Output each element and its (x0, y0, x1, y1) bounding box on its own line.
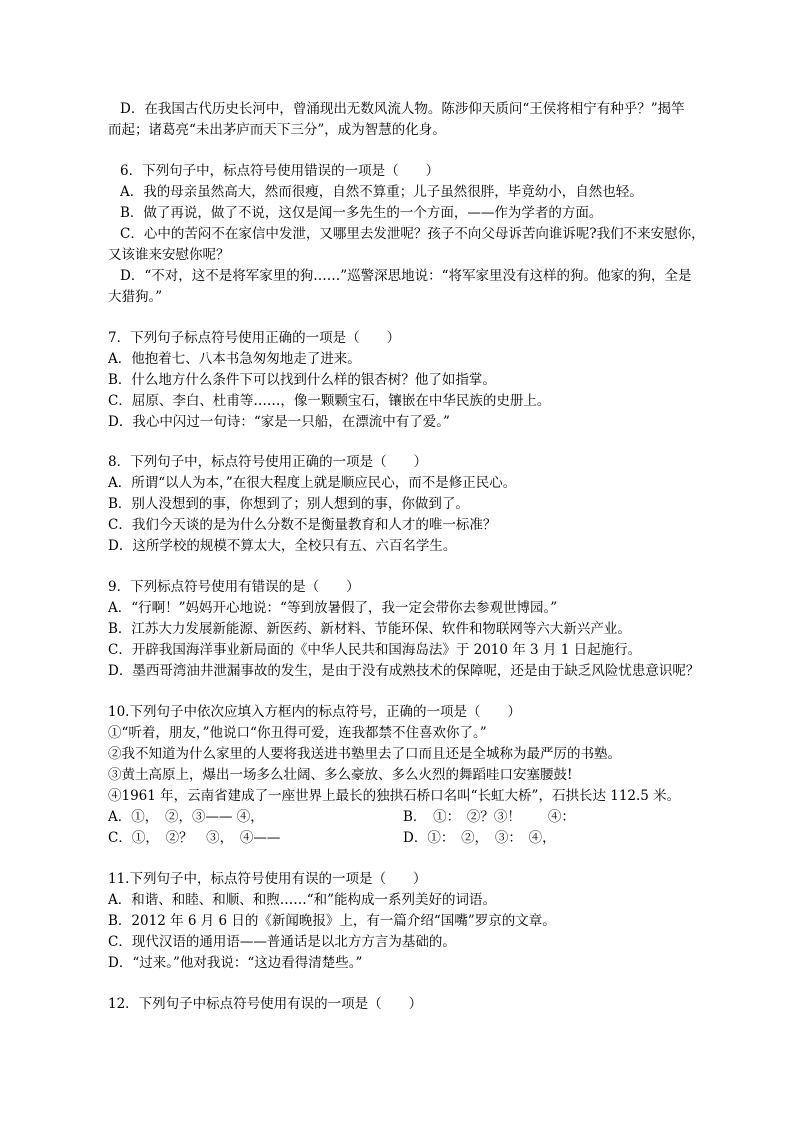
q8-option-d: D．这所学校的规模不算太大，全校只有五、六百名学生。 (108, 538, 457, 554)
q6-stem: 6．下列句子中，标点符号使用错误的一项是（ ） (120, 163, 440, 179)
q8-option-a: A．所谓“以人为本，”在很大程度上就是顺应民心，而不是修正民心。 (108, 475, 517, 491)
q11-option-a: A．和谐、和睦、和顺、和煦……“和”能构成一系列美好的词语。 (108, 892, 497, 908)
q11-option-c: C．现代汉语的通用语——普通话是以北方方言为基础的。 (108, 934, 456, 950)
q6-option-c-line2: 又该谁来安慰你呢？ (108, 247, 230, 263)
q9-option-d: D．墨西哥湾油井泄漏事故的发生，是由于没有成熟技术的保障呢，还是由于缺乏风险忧患意识呢？ (108, 663, 700, 679)
q6-option-a: A．我的母亲虽然高大，然而很瘦，自然不算重；儿子虽然很胖，毕竟幼小，自然也轻。 (120, 184, 643, 200)
q10-stem: 10.下列句子中依次应填入方框内的标点符号，正确的一项是（ ） (108, 704, 521, 720)
q8-stem: 8．下列句子中，标点符号使用正确的一项是（ ） (108, 454, 428, 470)
q8-option-b: B．别人没想到的事，你想到了；别人想到的事，你做到了。 (108, 496, 469, 512)
q6-option-c-line1: C．心中的苦闷不在家信中发泄，又哪里去发泄呢？孩子不向父母诉苦向谁诉呢?我们不来安慰你， (120, 226, 705, 242)
q10-sentence-4: ④1961 年，云南省建成了一座世界上最长的独拱石桥口名叫“长虹大桥”，石拱长达 112.5 米。 (108, 788, 681, 804)
q9-stem: 9．下列标点符号使用有错误的是（ ） (108, 579, 360, 595)
q10-option-d: D．①： ②， ③： ④， (403, 830, 556, 846)
q10-option-c: C．①， ②？ ③， ④—— (108, 830, 281, 846)
q9-option-a: A．“行啊！”妈妈开心地说：“等到放暑假了，我一定会带你去参观世博园。” (108, 600, 558, 616)
q10-sentence-3: ③黄土高原上，爆出一场多么壮阔、多么豪放、多么火烈的舞蹈哇口安塞腰鼓! (108, 767, 573, 783)
q9-option-b: B．江苏大力发展新能源、新医药、新材料、节能环保、软件和物联网等六大新兴产业。 (108, 621, 631, 637)
q10-options-row-2 (108, 828, 716, 848)
q7-option-b: B．什么地方什么条件下可以找到什么样的银杏树？他了如指掌。 (108, 372, 496, 388)
q10-options-row-1 (108, 807, 716, 827)
q11-stem: 11.下列句子中，标点符号使用有误的一项是（ ） (108, 871, 427, 887)
q10-sentence-2: ②我不知道为什么家里的人要将我送进书塾里去了口而且还是全城称为最严厉的书塾。 (108, 746, 621, 762)
q11-option-d: D．“过来。”他对我说：“这边看得清楚些。” (108, 955, 363, 971)
q10-option-b: B． ①： ②？③！ ④： (403, 809, 575, 825)
q11-option-b: B．2012 年 6 月 6 日的《新闻晚报》上，有一篇介绍“国嘴”罗京的文章。 (108, 913, 556, 929)
q7-option-d: D．我心中闪过一句诗：“家是一只船，在漂流中有了爱。” (108, 414, 450, 430)
q9-option-c: C．开辟我国海洋事业新局面的《中华人民共和国海岛法》于 2010 年 3 月 1 日起施行。 (108, 642, 642, 658)
q10-option-a: A．①， ②，③—— ④， (108, 809, 264, 825)
q6-option-b: B．做了再说，做了不说，这仅是闻一多先生的一个方面，——作为学者的方面。 (120, 205, 603, 221)
q5-option-d-line1: D．在我国古代历史长河中，曾涌现出无数风流人物。陈涉仰天质问“王侯将相宁有种乎？”揭竿 (120, 101, 685, 117)
q5-option-d-line2: 而起；诸葛亮“未出茅庐而天下三分”，成为智慧的化身。 (108, 122, 446, 138)
q7-stem: 7．下列句子标点符号使用正确的一项是（ ） (108, 330, 401, 346)
q8-option-c: C．我们今天谈的是为什么分数不是衡量教育和人才的唯一标准？ (108, 517, 497, 533)
q7-option-a: A．他抱着七、八本书急匆匆地走了进来。 (108, 351, 361, 367)
q6-option-d-line2: 大猎狗。” (108, 289, 163, 305)
q7-option-c: C．屈原、李白、杜甫等……，像一颗颗宝石，镶嵌在中华民族的史册上。 (108, 393, 551, 409)
q12-stem: 12．下列句子中标点符号使用有误的一项是（ ） (108, 996, 423, 1012)
q6-option-d-line1: D．“不对，这不是将军家里的狗……”巡警深思地说：“将军家里没有这样的狗。他家的狗，全是 (120, 268, 692, 284)
q10-sentence-1: ①“听着，朋友，”他说口“你丑得可爱，连我都禁不住喜欢你了。” (108, 725, 487, 741)
